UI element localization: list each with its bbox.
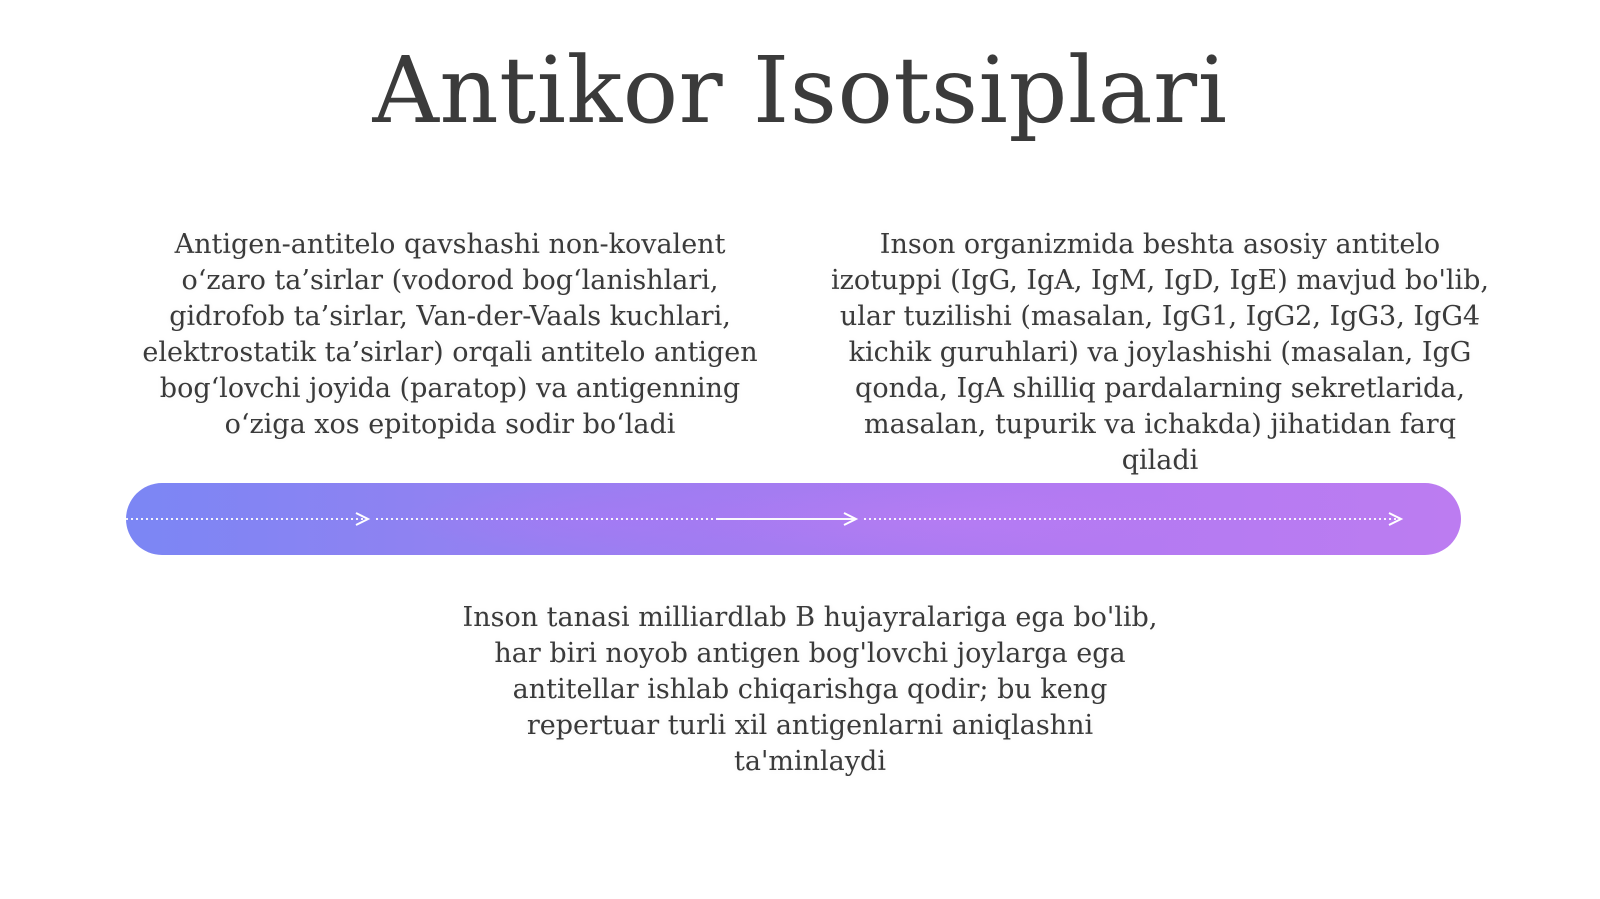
slide-title: Antikor Isotsiplari xyxy=(372,37,1228,144)
timeline-arrows xyxy=(126,483,1461,555)
text-block-bottom: Inson tanasi milliardlab B hujayralariga ega bo'lib, har biri noyob antigen bog'lovchi joylarga ega antitellar ishlab chiqarishga qodir; bu keng repertuar turli xil antigenlarni aniqlashni ta'minlaydi xyxy=(462,602,1158,777)
text-block-right: Inson organizmida beshta asosiy antitelo izotuppi (IgG, IgA, IgM, IgD, IgE) mavjud bo'lib, ular tuzilishi (masalan, IgG1, IgG2, IgG3, IgG4 kichik guruhlari) va joylashishi (masalan, IgG qonda, IgA shilliq pardalarning sekretlarida, masalan, tupurik va ichakda) jihatidan farq qiladi xyxy=(830,229,1490,476)
text-block-left: Antigen-antitelo qavshashi non-kovalent o‘zaro ta’sirlar (vodorod bog‘lanishlari, gidrofob ta’sirlar, Van-der-Vaals kuchlari, elektrostatik ta’sirlar) orqali antitelo antigen bog‘lovchi joyida (paratop) va antigenning o‘ziga xos epitopida sodir bo‘ladi xyxy=(142,229,758,440)
timeline-bar xyxy=(126,483,1461,555)
